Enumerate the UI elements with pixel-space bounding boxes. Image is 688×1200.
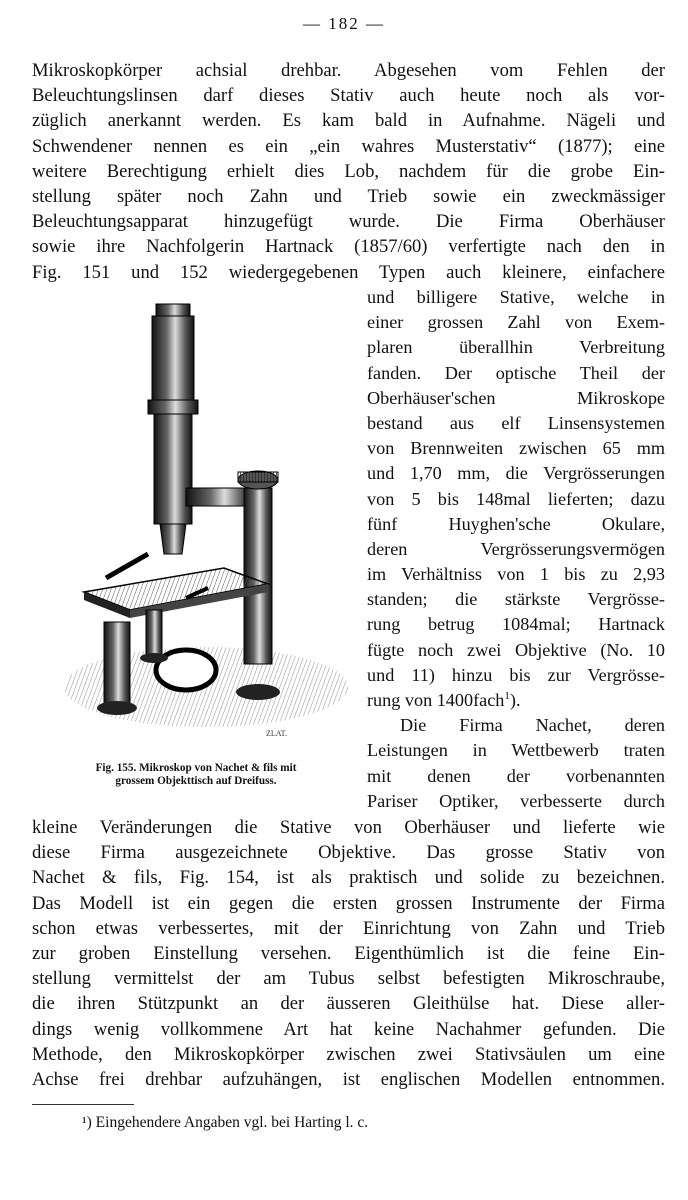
footnote-marker: 1 bbox=[504, 689, 510, 702]
text-line: standen; die stärkste Vergrösse- bbox=[367, 589, 665, 610]
text-line: bestand aus elf Linsensystemen bbox=[367, 412, 665, 433]
text-line: im Verhältniss von 1 bis zu 2,93 bbox=[367, 564, 665, 585]
text-fragment: ). bbox=[509, 690, 521, 710]
text-line: und 11) hinzu bis zur Vergrösse- bbox=[367, 664, 665, 685]
leg-left bbox=[104, 622, 130, 706]
engraver-mark: ZLAT. bbox=[266, 729, 287, 738]
text-line: Beleuchtungsapparat hinzugefügt wurde. Die Firma Oberhäuser bbox=[32, 211, 665, 233]
text-line: Pariser Optiker, verbesserte durch bbox=[367, 790, 665, 811]
objective bbox=[160, 524, 186, 554]
text-line: fünf Huyghen'sche Okulare, bbox=[367, 513, 665, 534]
foot-left bbox=[97, 701, 137, 715]
page-number: — 182 — bbox=[303, 14, 385, 33]
tube-ring bbox=[148, 400, 198, 414]
text-line: Achse frei drehbar aufzuhängen, ist englischen Modellen entnommen. bbox=[32, 1068, 665, 1090]
foot-right bbox=[236, 684, 280, 700]
text-line: Fig. 151 und 152 wiedergegebenen Typen auch kleinere, einfachere bbox=[32, 261, 665, 283]
text-line: kleine Veränderungen die Stative von Oberhäuser und lieferte wie bbox=[32, 817, 665, 838]
text-line: fügte noch zwei Objektive (No. 10 bbox=[367, 639, 665, 660]
text-line: von Brennweiten zwischen 65 mm bbox=[367, 438, 665, 459]
text-line: rung betrug 1084mal; Hartnack bbox=[367, 614, 665, 635]
microscope-illustration bbox=[36, 292, 352, 742]
text-line: Beleuchtungslinsen darf dieses Stativ auch heute noch als vor- bbox=[32, 85, 665, 107]
caption-line: Fig. 155. Mikroskop von Nachet & fils mit bbox=[95, 762, 297, 774]
paragraph-column bbox=[367, 285, 665, 814]
paragraph-top bbox=[32, 58, 665, 285]
text-line: von 5 bis 148mal lieferten; dazu bbox=[367, 488, 665, 509]
text-line: Das Modell ist ein gegen die ersten grossen Instrumente der Firma bbox=[32, 892, 665, 914]
tube-upper bbox=[152, 316, 194, 402]
text-line: Mikroskopkörper achsial drehbar. Abgesehen vom Fehlen der bbox=[32, 60, 665, 81]
text-line: einer grossen Zahl von Exem- bbox=[367, 312, 665, 333]
text-line: diese Firma ausgezeichnete Objektive. Das grosse Stativ von bbox=[32, 842, 665, 864]
text-line: fanden. Der optische Theil der bbox=[367, 362, 665, 383]
text-line-with-footnote bbox=[367, 688, 665, 713]
text-line: Leistungen in Wettbewerb traten bbox=[367, 740, 665, 761]
footnote-divider bbox=[32, 1104, 134, 1105]
pillar-left bbox=[146, 610, 162, 654]
text-line: sowie ihre Nachfolgerin Hartnack (1857/60) verfertigte nach den in bbox=[32, 236, 665, 258]
text-line: mit denen der vorbenannten bbox=[367, 765, 665, 786]
figure-caption bbox=[38, 762, 354, 788]
text-line: Methode, den Mikroskopkörper zwischen zwei Stativsäulen um eine bbox=[32, 1043, 665, 1065]
caption-line: grossem Objekttisch auf Dreifuss. bbox=[115, 775, 277, 787]
paragraph-bottom bbox=[32, 815, 665, 1092]
text-line: plaren überallhin Verbreitung bbox=[367, 337, 665, 358]
text-line: weitere Berechtigung erhielt dies Lob, nachdem für die grobe Ein- bbox=[32, 160, 665, 182]
text-line: Nachet & fils, Fig. 154, ist als praktisch und solide zu bezeichnen. bbox=[32, 867, 665, 889]
foot-middle bbox=[140, 653, 168, 663]
text-line: und billigere Stative, welche in bbox=[367, 287, 665, 307]
tube-lower bbox=[154, 414, 192, 524]
text-line: und 1,70 mm, die Vergrösserungen bbox=[367, 463, 665, 484]
text-line: stellung später noch Zahn und Trieb sowie ein zweckmässiger bbox=[32, 185, 665, 207]
pillar-right bbox=[244, 488, 272, 664]
text-line: die ihren Stützpunkt an der äusseren Gleithülse hat. Diese aller- bbox=[32, 993, 665, 1015]
text-line: Schwendener nennen es ein „ein wahres Musterstativ“ (1877); eine bbox=[32, 135, 665, 157]
text-line: Die Firma Nachet, deren bbox=[400, 715, 665, 736]
text-line: dings wenig vollkommene Art hat keine Nachahmer gefunden. Die bbox=[32, 1018, 665, 1040]
text-line: züglich anerkannt werden. Es kam bald in Aufnahme. Nägeli und bbox=[32, 110, 665, 132]
focus-knob-side bbox=[238, 472, 278, 482]
stage-clip bbox=[106, 554, 148, 578]
text-fragment: rung von 1400fach bbox=[367, 690, 505, 710]
footnote: ¹) Eingehendere Angaben vgl. bei Harting l. c. bbox=[82, 1114, 369, 1131]
text-line: Oberhäuser'schen Mikroskope bbox=[367, 387, 665, 408]
text-line: schon etwas verbessertes, mit der Einrichtung von Zahn und Trieb bbox=[32, 917, 665, 939]
text-line: zur groben Einstellung versehen. Eigenthümlich ist die feine Ein- bbox=[32, 942, 665, 964]
text-line: deren Vergrösserungsvermögen bbox=[367, 538, 665, 559]
eyepiece bbox=[156, 304, 190, 316]
text-line: stellung vermittelst der am Tubus selbst befestigten Mikroschraube, bbox=[32, 968, 665, 990]
